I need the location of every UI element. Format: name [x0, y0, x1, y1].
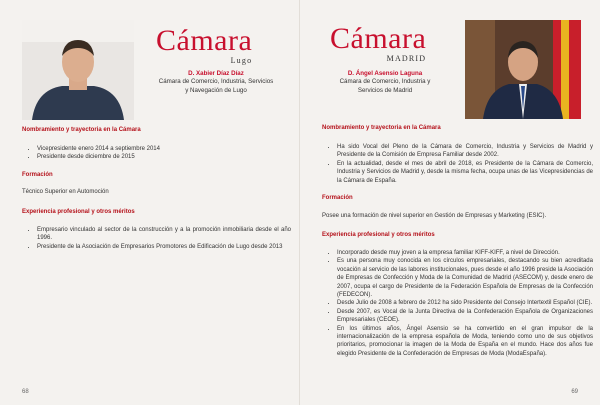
list-item: • Presidente de la Asociación de Empresarios Promotores de Edificación de Lugo desde 2013	[37, 243, 291, 251]
list-item: • En los últimos años, Ángel Asensio se ha convertido en el gran impulsor de la internacionalización de la empresa española de Moda, teniendo como uno de sus objetivos prioritarios, promocionar la imagen de la Moda de España en el mundo. Hace dos años fue elegido Presidente de la Confederación de Empresas de Moda (ModaEspaña).	[337, 325, 593, 359]
list-nombramiento	[24, 145, 287, 162]
camara-madrid-logo: Cámara MADRID	[330, 22, 427, 63]
list-nombramiento	[324, 143, 593, 185]
portrait-photo-madrid	[465, 20, 581, 119]
list-item: • Vicepresidente enero 2014 a septiembre 2014	[37, 145, 287, 153]
list-item: • Desde Julio de 2008 a febrero de 2012 ha sido Presidente del Consejo Intertextil Español (CIE).	[337, 299, 593, 307]
list-experiencia	[24, 226, 291, 251]
person-info-madrid	[320, 70, 450, 95]
formacion-text: Posee una formación de nivel superior en Gestión de Empresas y Marketing (ESIC).	[322, 213, 547, 219]
person-org-line1: Cámara de Comercio, Industria, Servicios	[158, 78, 274, 86]
section-title-experiencia: Experiencia profesional y otros méritos	[22, 209, 135, 215]
section-title-nombramiento: Nombramiento y trayectoria en la Cámara	[322, 125, 441, 131]
person-name: D. Ángel Asensio Laguna	[347, 70, 423, 77]
right-page	[300, 0, 600, 405]
list-item: • Ha sido Vocal del Pleno de la Cámara de Comercio, Industria y Servicios de Madrid y Presidente de la Comisión de Empresa Familiar desde 2002.	[337, 143, 593, 160]
section-title-nombramiento: Nombramiento y trayectoria en la Cámara	[22, 127, 141, 133]
list-item: • Incorporado desde muy joven a la empresa familiar KIFF-KIFF, a nivel de Dirección.	[337, 249, 593, 257]
page-number: 69	[571, 389, 578, 395]
section-title-formacion: Formación	[22, 172, 53, 178]
page-number: 68	[22, 389, 29, 395]
section-title-formacion: Formación	[322, 195, 353, 201]
formacion-text: Técnico Superior en Automoción	[22, 189, 109, 195]
person-org-line2: y Navegación de Lugo	[185, 86, 247, 94]
list-item: • En la actualidad, desde el mes de abril de 2018, es Presidente de la Cámara de Comercio, Industria y Servicios de Madrid y, desde la misma fecha, ocupa unas de las Vicepresidencias de la Cámara de España.	[337, 160, 593, 185]
person-info-lugo	[148, 70, 284, 95]
list-item: • Presidente desde diciembre de 2015	[37, 153, 287, 161]
list-item: • Desde 2007, es Vocal de la Junta Directiva de la Confederación Española de Organizaciones Empresariales (CEOE).	[337, 308, 593, 325]
person-name: D. Xabier Díaz Díaz	[188, 70, 244, 77]
list-item: • Es una persona muy conocida en los círculos empresariales, destacando su bien acreditada vocación al servicio de las labores institucionales, pues desde el año 1996 preside la Asociación de Empresas de Confección y Moda de la Comunidad de Madrid (ASECOM) y, desde enero de 2007, ocupa el cargo de Presidente de la Federación Española de Empresas de la Confección (FEDECON).	[337, 257, 593, 299]
list-item: • Empresario vinculado al sector de la construcción y a la promoción inmobiliaria desde el año 1996.	[37, 226, 291, 243]
list-experiencia	[324, 249, 593, 358]
portrait-photo-lugo	[22, 20, 134, 120]
section-title-experiencia: Experiencia profesional y otros méritos	[322, 232, 435, 238]
person-org-line1: Cámara de Comercio, Industria y	[339, 78, 431, 86]
camara-lugo-logo: Cámara Lugo	[156, 24, 253, 65]
person-org-line2: Servicios de Madrid	[357, 86, 413, 94]
